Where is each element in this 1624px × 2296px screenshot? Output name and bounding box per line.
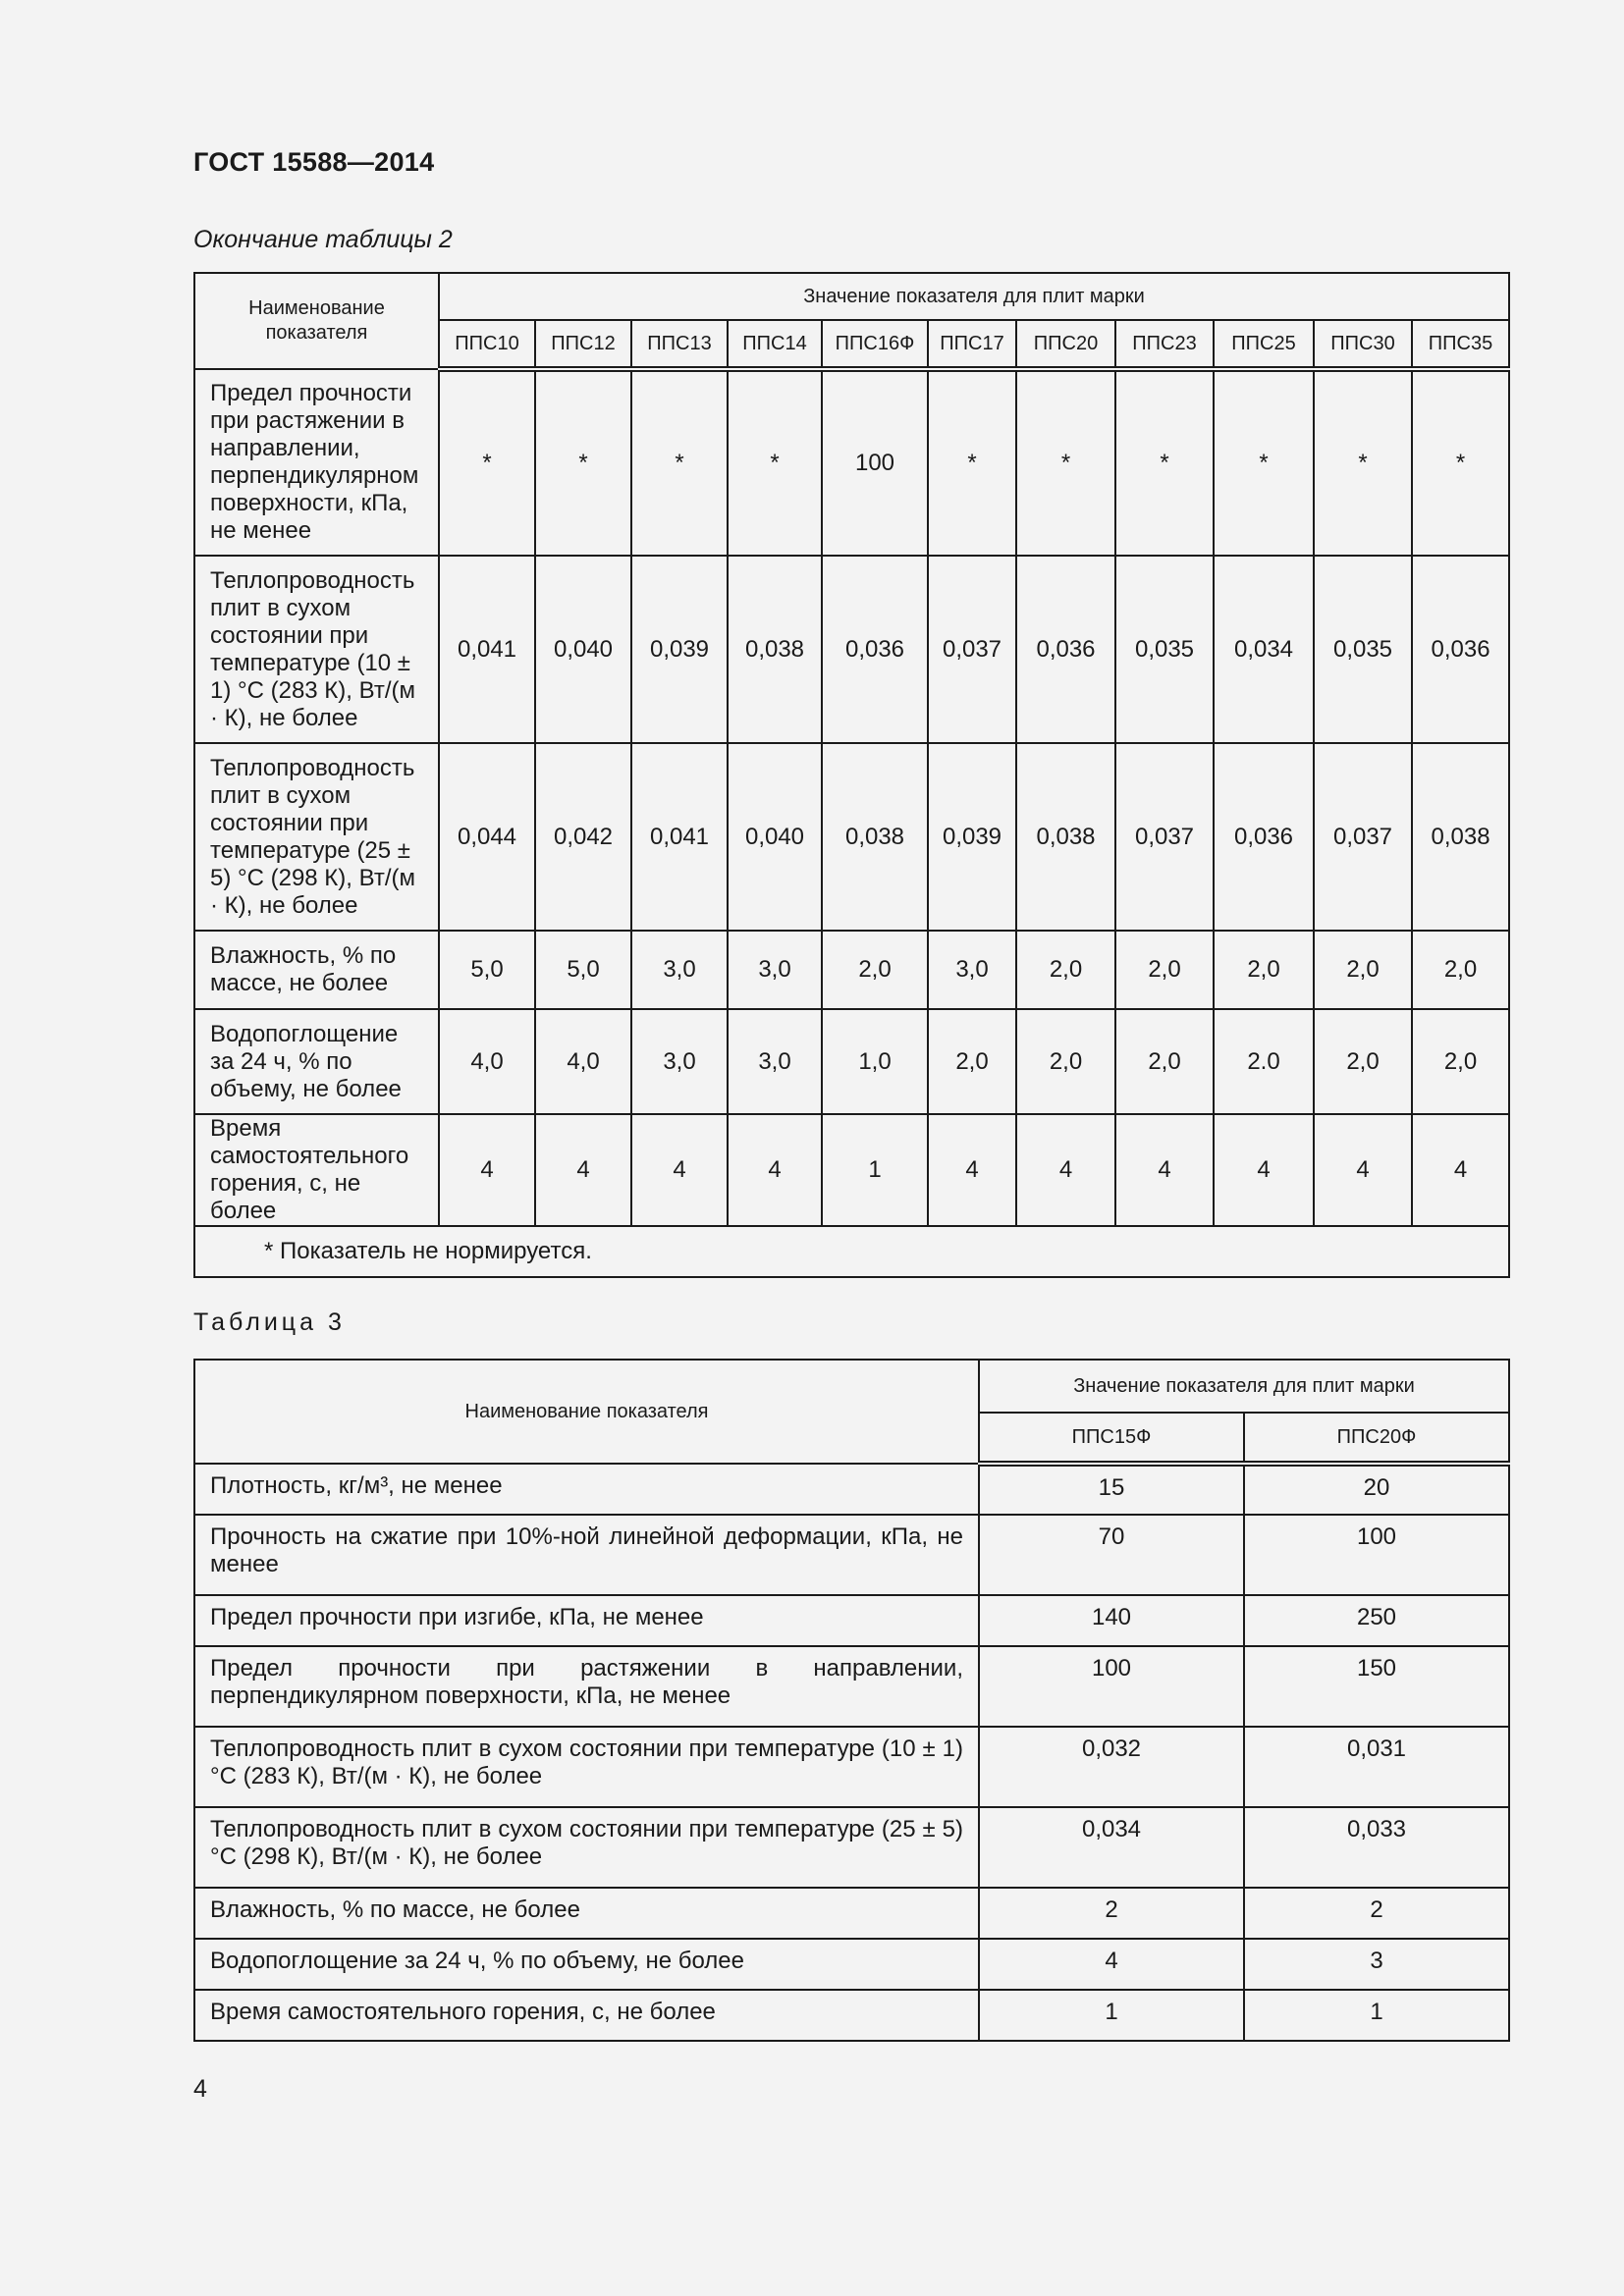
table3-row [194,1990,1509,2041]
table2-cell: 3,0 [728,931,822,1009]
table2-cell: 5,0 [535,931,631,1009]
table3-row [194,1595,1509,1646]
table2-cell: 4,0 [439,1009,535,1114]
table3-cell: 3 [1244,1939,1509,1990]
table3-row-label: Плотность, кг/м³, не менее [194,1464,979,1515]
table3-row [194,1727,1509,1807]
table2-cell: 0,038 [822,743,928,931]
table3-row-label: Время самостоятельного горения, с, не более [194,1990,979,2041]
table2-cell: 0,040 [535,556,631,743]
table3-row [194,1807,1509,1888]
table2-cell: 0,042 [535,743,631,931]
table3-cell: 0,031 [1244,1727,1509,1807]
table3-cell: 140 [979,1595,1244,1646]
table2-cell: 3,0 [631,1009,728,1114]
table3-row-label: Прочность на сжатие при 10%-ной линейной деформации, кПа, не менее [194,1515,979,1595]
document-header: ГОСТ 15588—2014 [193,147,435,177]
table3-cell: 4 [979,1939,1244,1990]
table2-grade-header: ППС14 [728,320,822,369]
table2-row [194,369,1509,556]
table2-cell: 4 [728,1114,822,1226]
table2-cell: 2,0 [1412,1009,1509,1114]
table3-row [194,1939,1509,1990]
table2-cell: 0,039 [631,556,728,743]
table3-row [194,1515,1509,1595]
table3-row-label: Влажность, % по массе, не более [194,1888,979,1939]
table2-caption: Окончание таблицы 2 [193,226,453,253]
table2-cell: 0,038 [1412,743,1509,931]
table2-cell: 2.0 [1214,1009,1314,1114]
table2-grade-header: ППС30 [1314,320,1412,369]
table2-cell: * [1214,369,1314,556]
table2-cell: 4 [439,1114,535,1226]
table2-cell: * [928,369,1016,556]
table2-row [194,743,1509,931]
table2-cell: 0,036 [1412,556,1509,743]
table2-row-label: Время самостоятельного горения, с, не более [194,1114,439,1226]
table2-row [194,931,1509,1009]
table2-name-header: Наименование показателя [194,273,439,369]
table2-grade-header: ППС13 [631,320,728,369]
table2-cell: 0,034 [1214,556,1314,743]
table3-row-label: Теплопроводность плит в сухом состоянии при температуре (10 ± 1) °С (283 К), Вт/(м · К), не более [194,1727,979,1807]
table2-cell: 2,0 [928,1009,1016,1114]
table2-cell: 2,0 [1016,931,1115,1009]
table2-row-label: Водопоглощение за 24 ч, % по объему, не более [194,1009,439,1114]
table2-cell: 4 [1115,1114,1214,1226]
table2-cell: 2,0 [1115,1009,1214,1114]
table2-cell: * [631,369,728,556]
page-number: 4 [193,2075,207,2103]
table2-cell: 3,0 [631,931,728,1009]
table3-cell: 250 [1244,1595,1509,1646]
table2-cell: * [728,369,822,556]
table2-grade-header: ППС35 [1412,320,1509,369]
table2-row [194,556,1509,743]
table2-cell: * [1412,369,1509,556]
table3-caption: Таблица 3 [193,1308,346,1336]
table2-grade-header: ППС20 [1016,320,1115,369]
table3-cell: 2 [979,1888,1244,1939]
table3-cell: 20 [1244,1464,1509,1515]
table2-cell: * [1016,369,1115,556]
table2-cell: 4 [1214,1114,1314,1226]
table3-group-header: Значение показателя для плит марки [979,1360,1509,1413]
table2-cell: * [1115,369,1214,556]
table2-cell: 0,038 [1016,743,1115,931]
table3-name-header: Наименование показателя [194,1360,979,1464]
table3-cell: 2 [1244,1888,1509,1939]
table2-footnote: * Показатель не нормируется. [194,1226,1509,1277]
table2-cell: 100 [822,369,928,556]
table2-cell: 0,044 [439,743,535,931]
table2-cell: 0,039 [928,743,1016,931]
table2-cell: 2,0 [1214,931,1314,1009]
table2-cell: 1,0 [822,1009,928,1114]
table2-cell: 0,035 [1115,556,1214,743]
table2-row-label: Теплопроводность плит в сухом состоянии при температуре (10 ± 1) °С (283 К), Вт/(м · К), не более [194,556,439,743]
table2-row-label: Влажность, % по массе, не более [194,931,439,1009]
table2-cell: 1 [822,1114,928,1226]
table2-cell: 4 [631,1114,728,1226]
table2-grade-header: ППС17 [928,320,1016,369]
table2-grade-header: ППС12 [535,320,631,369]
table2-row [194,1114,1509,1226]
table2-cell: 0,040 [728,743,822,931]
table-2 [193,272,1510,1278]
table3-cell: 1 [1244,1990,1509,2041]
table3-cell: 0,034 [979,1807,1244,1888]
table2-grade-header: ППС16Ф [822,320,928,369]
table2-cell: * [1314,369,1412,556]
table2-cell: 2,0 [1016,1009,1115,1114]
table2-cell: * [439,369,535,556]
table2-cell: 3,0 [728,1009,822,1114]
table2-cell: 0,037 [928,556,1016,743]
table2-cell: 0,037 [1115,743,1214,931]
table3-row [194,1646,1509,1727]
table2-cell: 4 [1314,1114,1412,1226]
table2-cell: 2,0 [1115,931,1214,1009]
table2-cell: 2,0 [1314,1009,1412,1114]
table3-row-label: Предел прочности при растяжении в направлении, перпендикулярном поверхности, кПа, не менее [194,1646,979,1727]
table2-cell: 3,0 [928,931,1016,1009]
table2-cell: 0,041 [631,743,728,931]
table3-row-label: Теплопроводность плит в сухом состоянии при температуре (25 ± 5) °С (298 К), Вт/(м · К), не более [194,1807,979,1888]
table2-row-label: Предел прочности при растяжении в направлении, перпендикулярном поверхности, кПа, не менее [194,369,439,556]
table3-grade-header: ППС20Ф [1244,1413,1509,1464]
table2-cell: 0,035 [1314,556,1412,743]
table2-grade-header: ППС10 [439,320,535,369]
table2-grade-header: ППС25 [1214,320,1314,369]
table2-cell: * [535,369,631,556]
table2-cell: 2,0 [1314,931,1412,1009]
table2-cell: 4 [535,1114,631,1226]
table2-row-label: Теплопроводность плит в сухом состоянии при температуре (25 ± 5) °С (298 К), Вт/(м · К), не более [194,743,439,931]
table2-cell: 0,038 [728,556,822,743]
table2-cell: 0,041 [439,556,535,743]
table3-grade-header: ППС15Ф [979,1413,1244,1464]
table3-cell: 0,032 [979,1727,1244,1807]
table2-grade-header: ППС23 [1115,320,1214,369]
table2-cell: 2,0 [822,931,928,1009]
table2-cell: 0,036 [1016,556,1115,743]
table2-cell: 0,037 [1314,743,1412,931]
table3-cell: 70 [979,1515,1244,1595]
table2-cell: 4 [1016,1114,1115,1226]
table-3 [193,1359,1510,2042]
table3-cell: 0,033 [1244,1807,1509,1888]
table2-cell: 4 [928,1114,1016,1226]
table2-cell: 4 [1412,1114,1509,1226]
table2-cell: 0,036 [822,556,928,743]
table2-cell: 4,0 [535,1009,631,1114]
table2-cell: 0,036 [1214,743,1314,931]
table2-group-header: Значение показателя для плит марки [439,273,1509,320]
table2-row [194,1009,1509,1114]
table3-cell: 15 [979,1464,1244,1515]
table3-row-label: Предел прочности при изгибе, кПа, не менее [194,1595,979,1646]
table3-cell: 150 [1244,1646,1509,1727]
table3-row [194,1888,1509,1939]
table3-row-label: Водопоглощение за 24 ч, % по объему, не более [194,1939,979,1990]
table3-cell: 100 [979,1646,1244,1727]
table2-cell: 5,0 [439,931,535,1009]
table2-cell: 2,0 [1412,931,1509,1009]
table3-cell: 100 [1244,1515,1509,1595]
table3-row [194,1464,1509,1515]
table3-cell: 1 [979,1990,1244,2041]
